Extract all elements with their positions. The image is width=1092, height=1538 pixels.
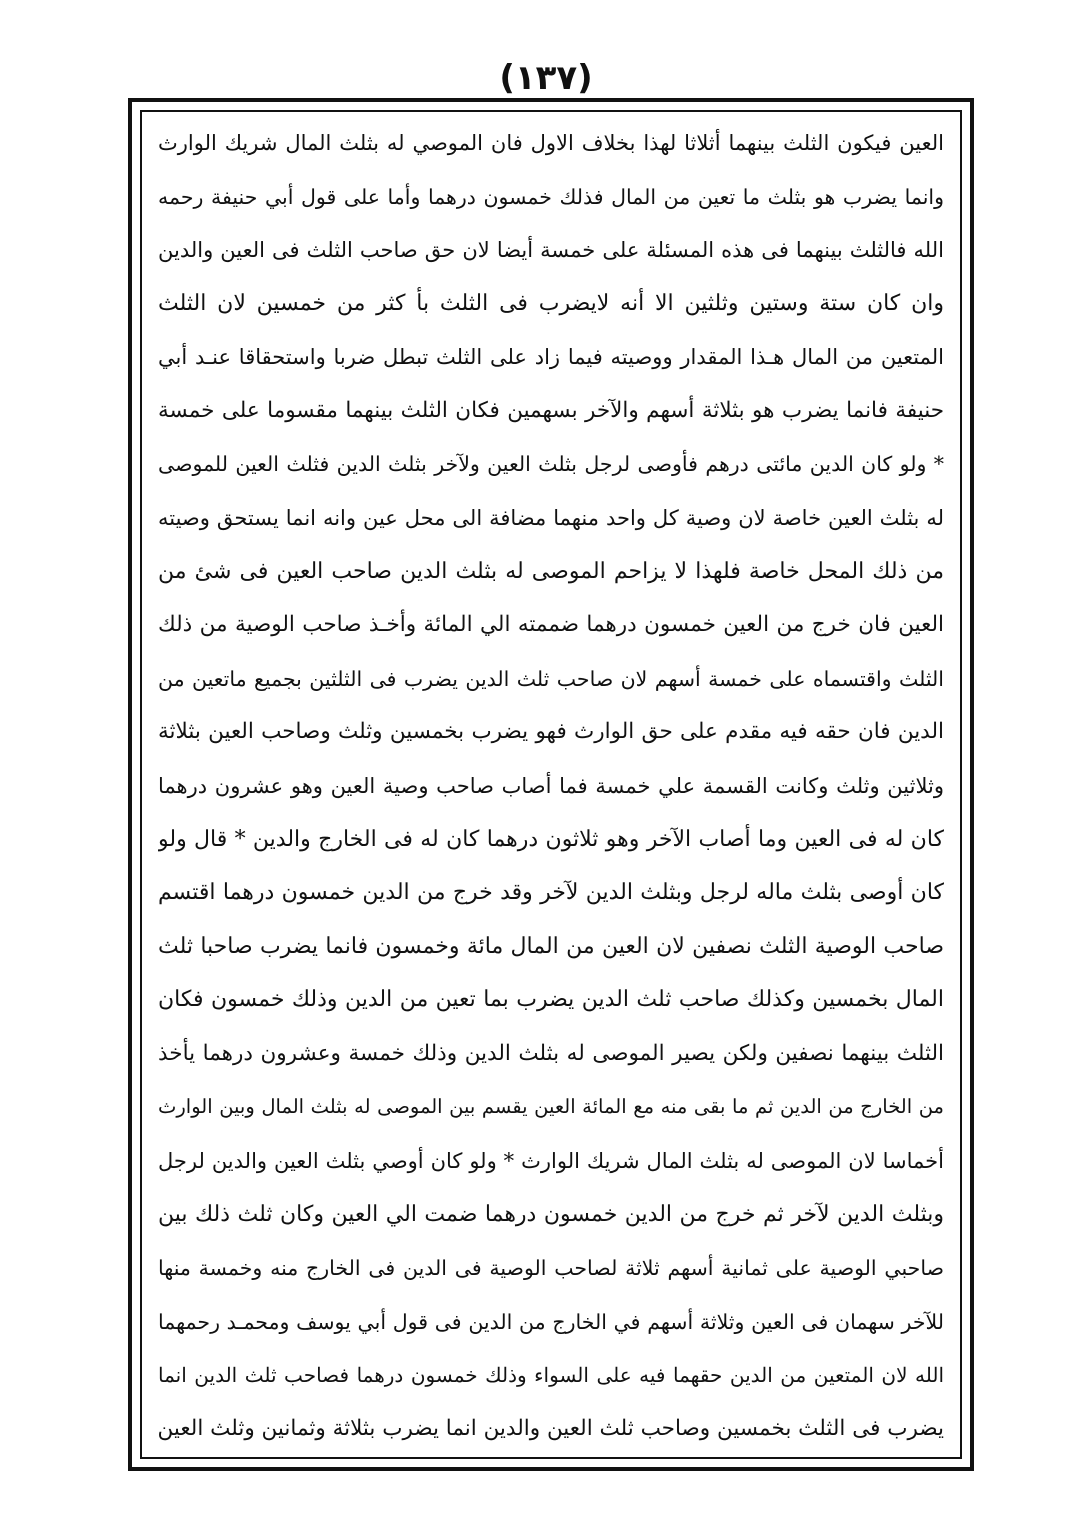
text-line: الدين فان حقه فيه مقدم على حق الوارث فهو يضرب بخمسين وثلث وصاحب العين بثلاثة	[158, 719, 944, 745]
page-number: (١٣٧)	[499, 58, 593, 98]
text-line: الثلث واقتسماه على خمسة أسهم لان صاحب ثلث الدين يضرب فى الثلثين بجميع ماتعين من	[158, 666, 944, 691]
text-line: للآخر سهمان فى العين وثلاثة أسهم في الخارج من الدين فى قول أبي يوسف ومحمـد رحمهما	[158, 1309, 944, 1334]
text-line: من الخارج من الدين ثم ما بقى منه مع المائة العين يقسم بين الموصى له بثلث المال وبين الوارث	[158, 1095, 944, 1119]
text-line: من ذلك المحل خاصة فلهذا لا يزاحم الموصى له بثلث الدين صاحب العين فى شئ من	[158, 558, 944, 584]
text-line: الثلث بينهما نصفين ولكن يصير الموصى له بثلث الدين وذلك خمسة وعشرون درهما يأخذ	[158, 1040, 944, 1066]
text-line: العين فان خرج من العين خمسون درهما ضممته الي المائة وأخـذ صاحب الوصية من ذلك	[158, 612, 944, 638]
text-line: الله لان المتعين من الدين حقهما فيه على السواء وذلك خمسون درهما فصاحب ثلث الدين انما	[158, 1363, 944, 1388]
text-line: كان له فى العين وما أصاب الآخر وهو ثلاثون درهما كان له فى الخارج والدين * قال ولو	[158, 826, 944, 852]
text-line: صاحبي الوصية على ثمانية أسهم ثلاثة لصاحب الوصية فى الدين فى الخارج منه وخمسة منها	[158, 1256, 944, 1281]
text-line: المتعين من المال هـذا المقدار ووصيته فيما زاد على الثلث تبطل ضربا واستحقاقا عنـد أبي	[158, 345, 944, 370]
text-line: وثلاثين وثلث وكانت القسمة علي خمسة فما أصاب صاحب وصية العين وهو عشرون درهما	[158, 773, 944, 798]
text-line: وانما يضرب هو بثلث ما تعين من المال فذلك خمسون درهما وأما على قول أبي حنيفة رحمه	[158, 184, 944, 209]
text-line: كان أوصى بثلث ماله لرجل وبثلث الدين لآخر وقد خرج من الدين خمسون درهما اقتسم	[158, 880, 944, 906]
text-line: حنيفة فانما يضرب هو بثلاثة أسهم والآخر بسهمين فكان الثلث بينهما مقسوما على خمسة	[158, 397, 944, 423]
text-line: وبثلث الدين لآخر ثم خرج من الدين خمسون درهما ضمت الي العين وكان ثلث ذلك بين	[158, 1201, 944, 1227]
text-line: وان كان ستة وستين وثلثين الا أنه لايضرب فى الثلث بأ كثر من خمسين لان الثلث	[158, 290, 944, 316]
text-line: أخماسا لان الموصى له بثلث المال شريك الوارث * ولو كان أوصي بثلث العين والدين لرجل	[158, 1148, 944, 1173]
text-line: العين فيكون الثلث بينهما أثلاثا لهذا بخلاف الاول فان الموصي له بثلث المال شريك الوارث	[158, 131, 944, 155]
text-line: * ولو كان الدين مائتى درهم فأوصى لرجل بثلث العين ولآخر بثلث الدين فثلث العين للموصى	[158, 452, 944, 477]
text-line: الله فالثلث بينهما فى هذه المسئلة على خمسة أيضا لان حق صاحب الثلث فى العين والدين	[158, 238, 944, 263]
text-line: يضرب فى الثلث بخمسين وصاحب ثلث العين والدين انما يضرب بثلاثة وثمانين وثلث العين	[158, 1415, 944, 1441]
text-line: له بثلث العين خاصة لان وصية كل واحد منهما مضافة الى محل عين وانه انما يستحق وصيته	[158, 506, 944, 531]
text-line: صاحب الوصية الثلث نصفين لان العين من المال مائة وخمسون فانما يضرب صاحبا ثلث	[158, 933, 944, 959]
body-text	[150, 118, 952, 1456]
text-line: المال بخمسين وكذلك صاحب ثلث الدين يضرب بما تعين من الدين وذلك خمسون فكان	[158, 987, 944, 1013]
